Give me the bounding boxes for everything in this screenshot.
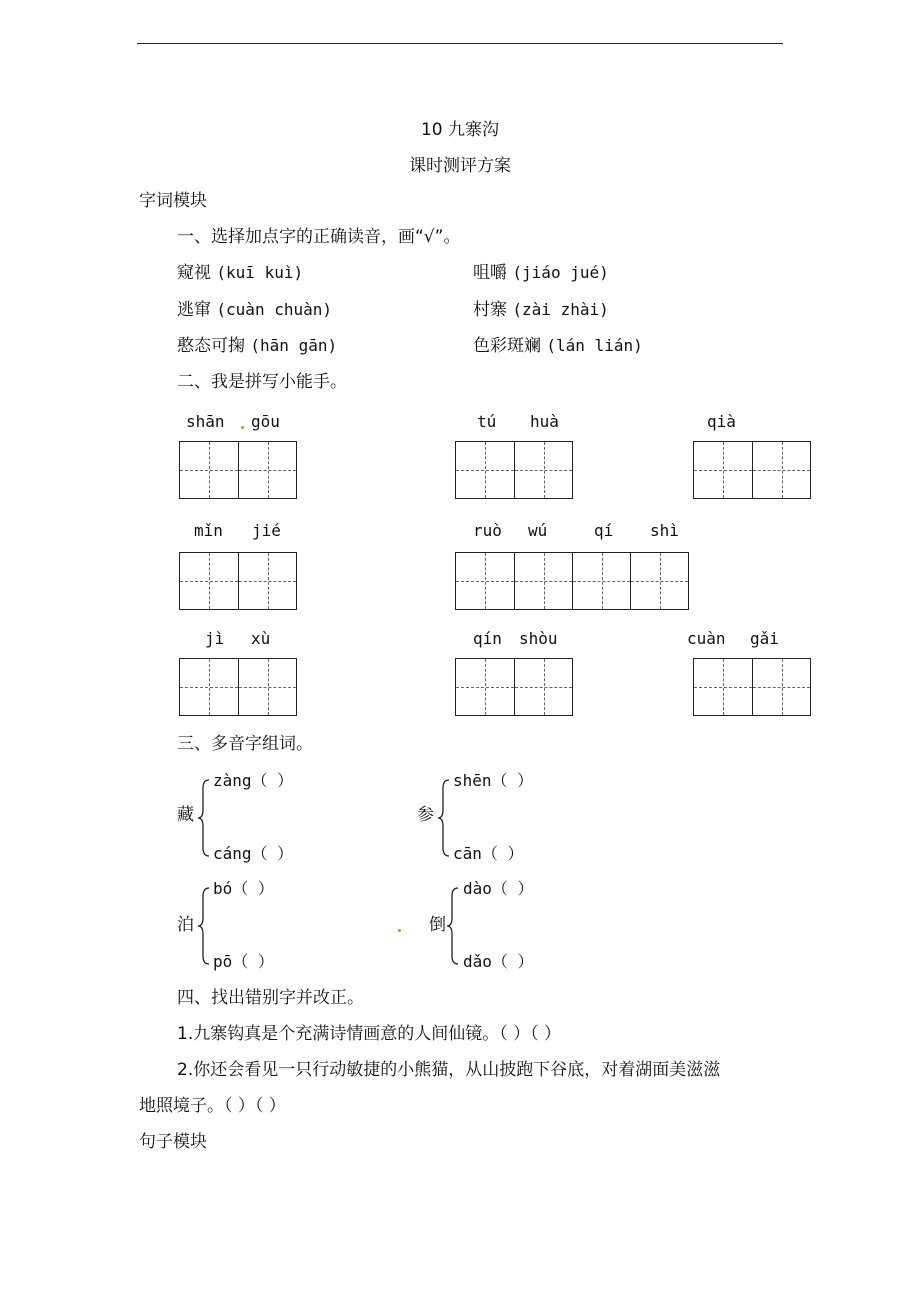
pinyin-label: ruò	[473, 521, 502, 540]
q1-options: (kuī kuì)	[216, 263, 304, 282]
header-rule	[137, 43, 783, 44]
q1-heading: 一、选择加点字的正确读音，画“√”。	[177, 227, 461, 247]
polyphone-char: 倒	[429, 915, 446, 935]
polyphone-reading: shēn（ ）	[453, 771, 534, 790]
brace-icon	[446, 886, 460, 966]
writing-grid[interactable]	[179, 552, 297, 610]
q1-item	[177, 338, 337, 355]
polyphone-char: 藏	[177, 805, 194, 825]
q3-heading: 三、多音字组词。	[177, 734, 313, 754]
writing-grid[interactable]	[455, 552, 689, 610]
pinyin-label: jì	[205, 629, 225, 648]
decorative-dot	[398, 929, 401, 932]
polyphone-reading: pō（ ）	[213, 952, 274, 971]
q1-item	[177, 265, 303, 282]
q1-options: (cuàn chuàn)	[216, 300, 332, 319]
q1-word: 村寨	[473, 300, 507, 320]
section-heading-words: 字词模块	[139, 191, 207, 211]
pinyin-label: shì	[650, 521, 679, 540]
polyphone-reading: zàng（ ）	[213, 771, 294, 790]
pinyin-label: gōu	[251, 412, 280, 431]
polyphone-char: 泊	[177, 915, 194, 935]
pinyin-label: qín	[473, 629, 502, 648]
q4-heading: 四、找出错别字并改正。	[177, 988, 364, 1008]
q1-word: 憨态可掬	[177, 336, 245, 356]
pinyin-label: gǎi	[750, 629, 779, 648]
pinyin-label: mǐn	[194, 521, 223, 540]
q2-heading: 二、我是拼写小能手。	[177, 372, 347, 392]
q1-item	[473, 338, 643, 355]
q1-options: (zài zhài)	[512, 300, 609, 319]
decorative-dot	[241, 426, 244, 429]
q4-item-2-continued: 地照境子。（ ）（ ）	[139, 1096, 286, 1116]
pinyin-label: wú	[528, 521, 548, 540]
q1-item	[473, 302, 609, 319]
pinyin-label: tú	[477, 412, 497, 431]
q1-word: 窥视	[177, 263, 211, 283]
q1-options: (lán lián)	[546, 336, 643, 355]
pinyin-label: cuàn	[687, 629, 726, 648]
pinyin-label: huà	[530, 412, 559, 431]
q1-item	[473, 265, 609, 282]
section-heading-sentences: 句子模块	[139, 1132, 207, 1152]
brace-icon	[197, 886, 211, 966]
q4-item-1: 1.九寨钩真是个充满诗情画意的人间仙镜。（ ）（ ）	[177, 1024, 562, 1044]
pinyin-label: qí	[594, 521, 614, 540]
polyphone-reading: bó（ ）	[213, 879, 274, 898]
pinyin-label: qià	[707, 412, 736, 431]
polyphone-reading: cān（ ）	[453, 844, 524, 863]
pinyin-label: shòu	[519, 629, 558, 648]
polyphone-reading: dào（ ）	[463, 879, 534, 898]
writing-grid[interactable]	[455, 441, 573, 499]
lesson-title: 10 九寨沟	[420, 120, 500, 140]
pinyin-label: xù	[251, 629, 271, 648]
q1-word: 逃窜	[177, 300, 211, 320]
q1-item	[177, 302, 332, 319]
pinyin-label: jié	[252, 521, 281, 540]
writing-grid[interactable]	[693, 441, 811, 499]
q4-item-2: 2.你还会看见一只行动敏捷的小熊猫，从山披跑下谷底，对着湖面美滋滋	[177, 1060, 721, 1080]
writing-grid[interactable]	[693, 658, 811, 716]
polyphone-reading: cáng（ ）	[213, 844, 294, 863]
pinyin-label: shān	[186, 412, 225, 431]
q1-word: 咀嚼	[473, 263, 507, 283]
writing-grid[interactable]	[455, 658, 573, 716]
polyphone-char: 参	[417, 805, 434, 825]
writing-grid[interactable]	[179, 658, 297, 716]
writing-grid[interactable]	[179, 441, 297, 499]
q1-options: (hān gān)	[250, 336, 338, 355]
lesson-subtitle: 课时测评方案	[409, 156, 511, 176]
q1-word: 色彩斑斓	[473, 336, 541, 356]
q1-options: (jiáo jué)	[512, 263, 609, 282]
brace-icon	[197, 778, 211, 858]
polyphone-reading: dǎo（ ）	[463, 952, 534, 971]
brace-icon	[437, 778, 451, 858]
